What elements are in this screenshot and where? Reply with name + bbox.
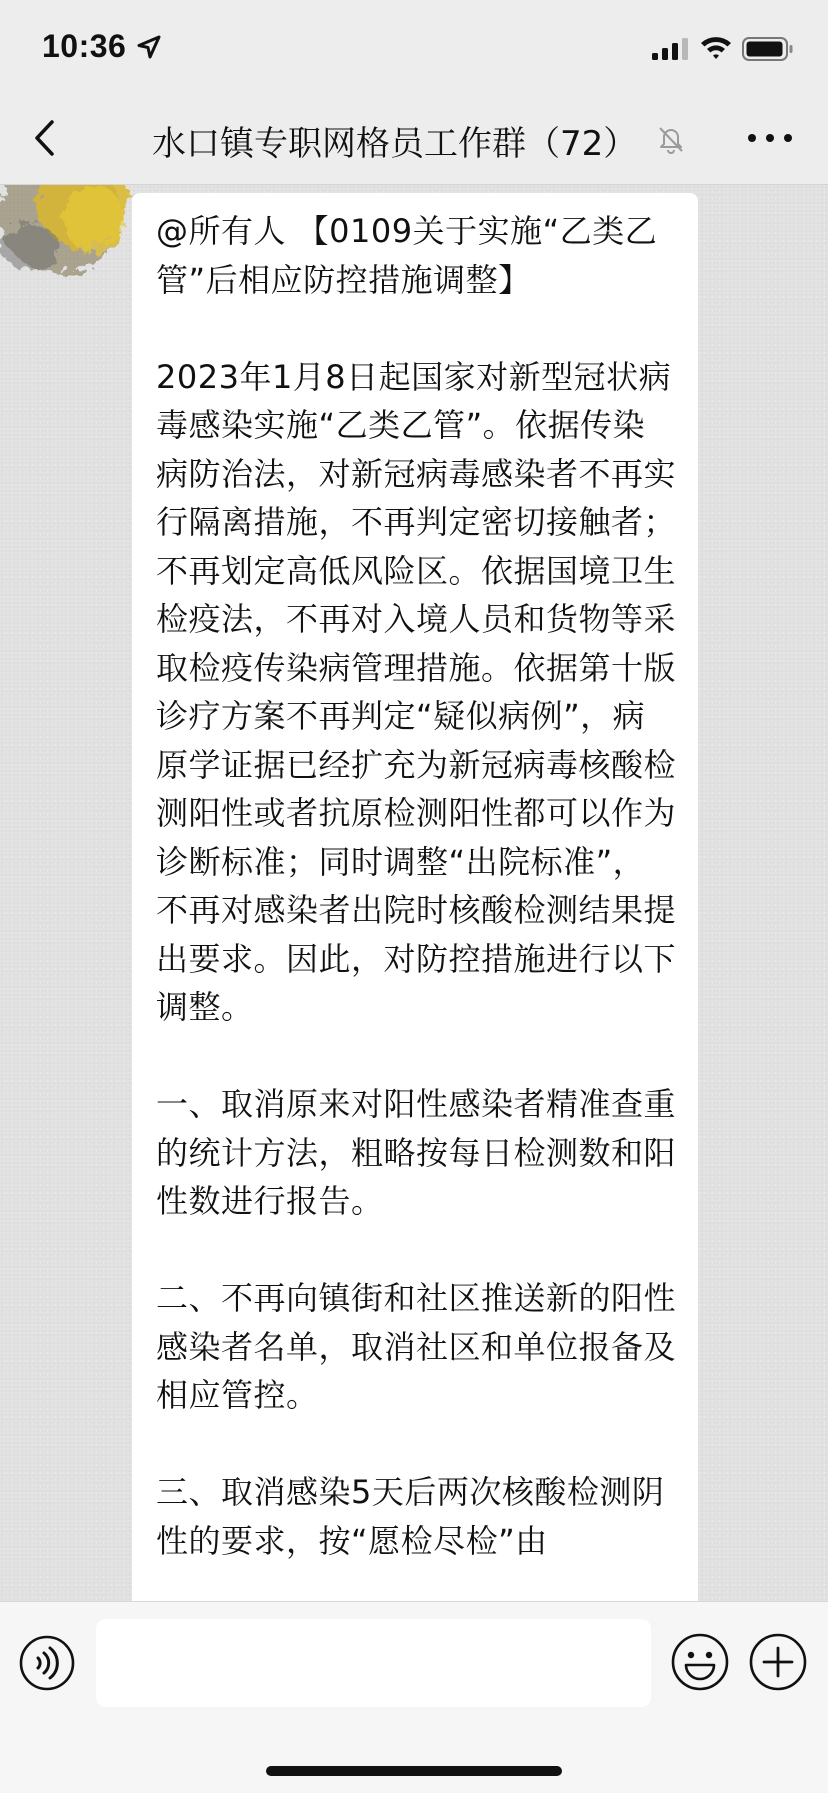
chat-message-area[interactable] bbox=[0, 185, 828, 1601]
wifi-icon bbox=[700, 34, 732, 60]
location-arrow-icon bbox=[136, 34, 162, 60]
message-text: @所有人 【0109关于实施“乙类乙管”后相应防控措施调整】 2023年1月8日起国家对新型冠状病毒感染实施“乙类乙管”。依据传染病防治法，对新冠病毒感染者不再实行隔离措施，不再判定密切接触者；不再划定高低风险区。依据国境卫生检疫法，不再对入境人员和货物等采取检疫传染病管理措施。依据第十版诊疗方案不再判定“疑似病例”，病原学证据已经扩充为新冠病毒核酸检测阳性或者抗原检测阳性都可以作为诊断标准；同时调整“出院标准”，不再对感染者出院时核酸检测结果提出要求。因此，对防控措施进行以下调整。 一、取消原来对阳性感染者精准查重的统计方法，粗略按每日检测数和阳性数进行报告。 二、不再向镇街和社区推送新的阳性感染者名单，取消社区和单位报备及相应管控。 三、取消感染5天后两次核酸检测阴性的要求，按“愿检尽检”由 bbox=[156, 212, 677, 1560]
back-button[interactable] bbox=[22, 112, 70, 164]
home-indicator[interactable] bbox=[266, 1766, 562, 1776]
avatar[interactable] bbox=[0, 185, 150, 305]
plus-circle-icon[interactable] bbox=[748, 1632, 808, 1692]
bell-muted-icon bbox=[656, 124, 686, 154]
more-options-button[interactable] bbox=[742, 116, 798, 160]
cellular-signal-icon bbox=[652, 38, 688, 60]
chat-title: 水口镇专职网格员工作群（72） bbox=[152, 124, 638, 164]
input-bar bbox=[0, 1601, 828, 1793]
message-input[interactable] bbox=[96, 1619, 651, 1707]
chat-header bbox=[0, 92, 828, 185]
voice-input-icon[interactable] bbox=[18, 1634, 76, 1692]
message-bubble[interactable] bbox=[132, 193, 698, 1601]
status-time: 10:36 bbox=[42, 28, 127, 64]
battery-icon bbox=[742, 36, 794, 62]
emoji-icon[interactable] bbox=[670, 1632, 730, 1692]
status-bar bbox=[0, 0, 828, 92]
